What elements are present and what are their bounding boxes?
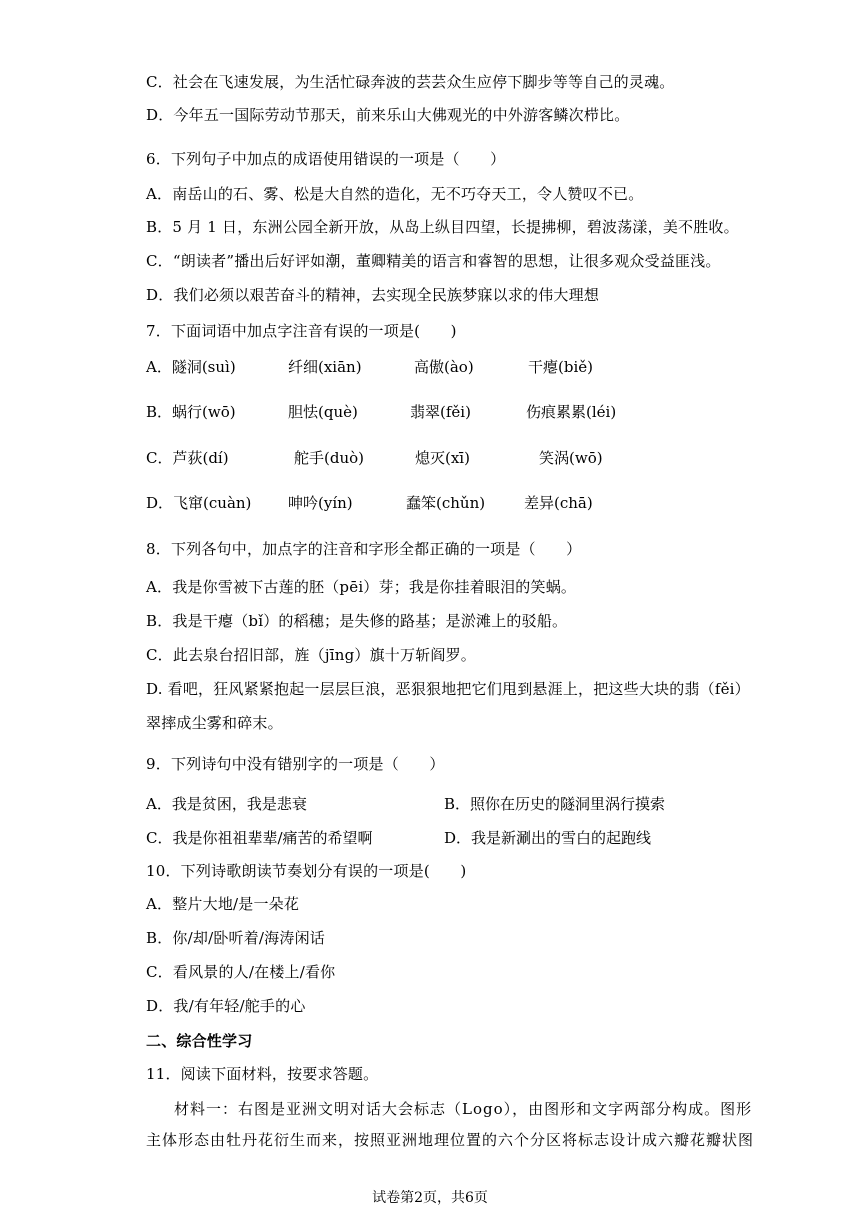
q9-option-d: D．我是新涮出的雪白的起跑线: [444, 829, 652, 847]
q7-c-item-1: C．芦荻(dí): [146, 449, 229, 467]
q10-option-b: B．你/却/卧听着/海涛闲话: [146, 929, 325, 947]
q9-option-c: C．我是你祖祖辈辈/痛苦的希望啊: [146, 829, 373, 847]
q8-option-a: A．我是你雪被下古莲的胚（pēi）芽；我是你挂着眼泪的笑蜗。: [146, 578, 577, 596]
page-footer: 试卷第2页，共6页: [372, 1190, 488, 1206]
q7-c-item-3: 熄灭(xī): [415, 449, 470, 467]
q9-stem: 9．下列诗句中没有错别字的一项是（ ）: [146, 755, 445, 773]
q7-d-item-2: 呻吟(yín): [288, 494, 353, 512]
q10-stem: 10．下列诗歌朗读节奏划分有误的一项是( ): [146, 862, 467, 880]
q8-option-c: C．此去泉台招旧部，旌（jīng）旗十万斩阎罗。: [146, 646, 476, 664]
q7-b-item-2: 胆怯(què): [288, 403, 358, 421]
q7-a-item-4: 干瘪(biě): [528, 358, 593, 376]
q7-b-item-4: 伤痕累累(léi): [526, 403, 617, 421]
q6-option-a: A．南岳山的石、雾、松是大自然的造化，无不巧夺天工，令人赞叹不已。: [146, 185, 644, 203]
q11-stem: 11．阅读下面材料，按要求答题。: [146, 1065, 379, 1083]
q7-b-item-1: B．蜗行(wō): [146, 403, 236, 421]
q7-a-item-2: 纤细(xiān): [288, 358, 362, 376]
q7-c-item-2: 舵手(duò): [294, 449, 364, 467]
q9-option-a: A．我是贫困，我是悲衰: [146, 795, 307, 813]
q6-option-b: B．5 月 1 日，东洲公园全新开放，从岛上纵目四望，长提拂柳，碧波荡漾，美不胜收。: [146, 218, 739, 236]
q10-option-c: C．看风景的人/在楼上/看你: [146, 963, 336, 981]
q8-option-b: B．我是干瘪（bǐ）的稻穗；是失修的路基；是淤滩上的驳船。: [146, 612, 568, 630]
q10-option-d: D．我/有年轻/舵手的心: [146, 997, 306, 1015]
q9-option-b: B．照你在历史的隧洞里涡行摸索: [444, 795, 666, 813]
q7-d-item-1: D．飞窜(cuàn): [146, 494, 252, 512]
q5-option-c: C．社会在飞速发展，为生活忙碌奔波的芸芸众生应停下脚步等等自己的灵魂。: [146, 73, 675, 91]
q8-option-d: D. 看吧，狂风紧紧抱起一层层巨浪，恶狠狠地把它们甩到悬涯上，把这些大块的翡（fěi）: [146, 680, 750, 698]
q7-a-item-1: A．隧洞(suì): [146, 358, 236, 376]
q5-option-d: D．今年五一国际劳动节那天，前来乐山大佛观光的中外游客鳞次栉比。: [146, 106, 630, 124]
q6-option-d: D．我们必须以艰苦奋斗的精神，去实现全民族梦寐以求的伟大理想: [146, 286, 600, 304]
q8-option-d-cont: 翠摔成尘雾和碎末。: [146, 714, 283, 732]
q6-option-c: C．“朗读者”播出后好评如潮，董卿精美的语言和睿智的思想，让很多观众受益匪浅。: [146, 252, 721, 270]
q7-stem: 7．下面词语中加点字注音有误的一项是( ): [146, 322, 457, 340]
q7-d-item-3: 蠢笨(chǔn): [406, 494, 486, 512]
material-paragraph-line-1: 材料一：右图是亚洲文明对话大会标志（Logo），由图形和文字两部分构成。图形: [174, 1100, 753, 1118]
q8-stem: 8．下列各句中，加点字的注音和字形全都正确的一项是（ ）: [146, 540, 582, 558]
q7-c-item-4: 笑涡(wō): [539, 449, 603, 467]
q6-stem: 6．下列句子中加点的成语使用错误的一项是（ ）: [146, 150, 506, 168]
q10-option-a: A．整片大地/是一朵花: [146, 895, 300, 913]
section-heading: 二、综合性学习: [146, 1032, 253, 1050]
q7-b-item-3: 翡翠(fěi): [410, 403, 471, 421]
q7-a-item-3: 高傲(ào): [414, 358, 474, 376]
q7-d-item-4: 差异(chā): [524, 494, 593, 512]
material-paragraph-line-2: 主体形态由牡丹花衍生而来，按照亚洲地理位置的六个分区将标志设计成六瓣花瓣状图: [146, 1131, 755, 1149]
